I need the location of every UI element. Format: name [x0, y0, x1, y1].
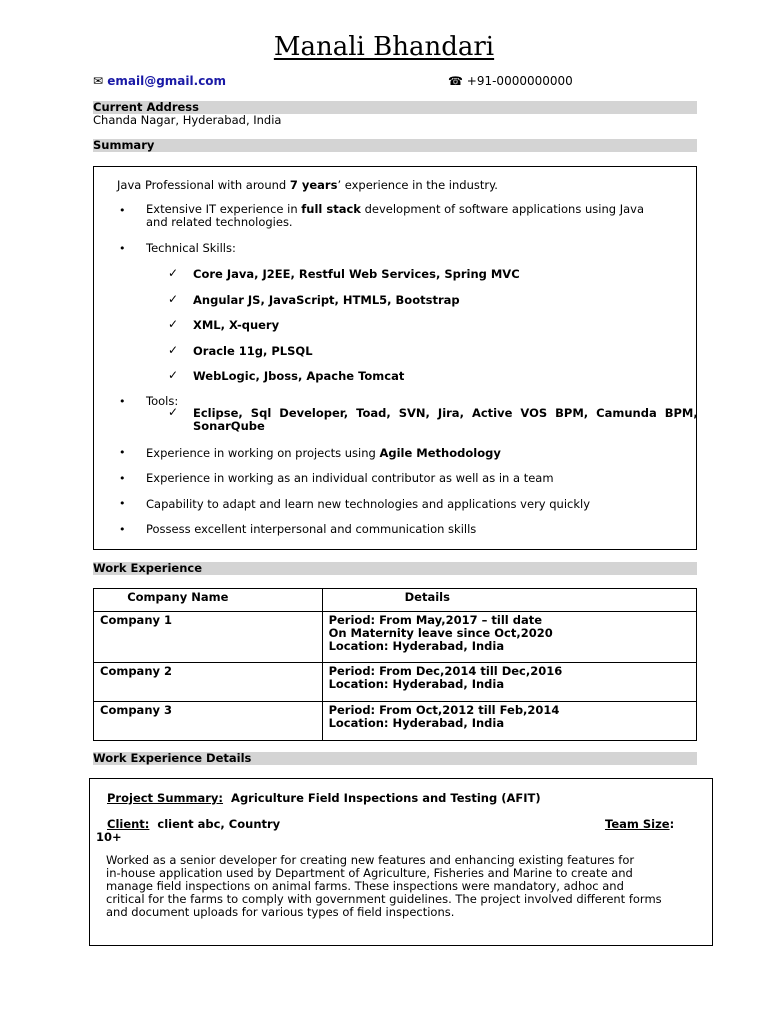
column-header-details: Details	[322, 589, 696, 612]
bullet-icon: •	[119, 446, 126, 459]
company-cell: Company 2	[94, 663, 323, 702]
address-value: Chanda Nagar, Hyderabad, India	[93, 113, 282, 127]
checkmark-icon: ✓	[168, 368, 179, 382]
table-row	[94, 663, 697, 702]
email-text[interactable]: email@gmail.com	[107, 74, 227, 88]
team-size-label: Team Size:	[605, 817, 675, 831]
resume-name: Manali Bhandari	[273, 32, 495, 62]
client-line: Client: client abc, Country	[107, 817, 281, 831]
details-cell: Period: From Dec,2014 till Dec,2016 Location: Hyderabad, India	[322, 663, 696, 702]
checkmark-icon: ✓	[168, 343, 179, 357]
company-cell: Company 1	[94, 612, 323, 663]
bullet-icon: •	[119, 395, 126, 408]
table-row	[94, 612, 697, 663]
technical-skills-label: Technical Skills:	[146, 241, 236, 255]
summary-item-fullstack: Extensive IT experience in full stack development of software applications using Java and related technologies.	[146, 202, 644, 229]
details-cell: Period: From Oct,2012 till Feb,2014 Location: Hyderabad, India	[322, 702, 696, 741]
work-experience-heading: Work Experience	[93, 562, 697, 575]
company-table	[93, 588, 697, 741]
bullet-icon: •	[119, 497, 126, 510]
tools-label: Tools:	[146, 394, 179, 408]
project-summary: Project Summary: Agriculture Field Inspections and Testing (AFIT)	[107, 791, 541, 805]
bullet-icon: •	[119, 523, 126, 536]
phone-icon: ☎	[448, 74, 463, 88]
bullet-icon: •	[119, 472, 126, 485]
project-description: Worked as a senior developer for creating new features and enhancing existing features for in-house application used by Department of Agriculture, Fisheries and Marine to create and manage field inspections on animal farms. These inspections were mandatory, adhoc and critical for the farms to comply with government guidelines. The project involved different forms and document uploads for various types of field inspections.	[106, 853, 662, 919]
checkmark-icon: ✓	[168, 317, 179, 331]
skill-item: Core Java, J2EE, Restful Web Services, Spring MVC	[193, 267, 520, 281]
checkmark-icon: ✓	[168, 266, 179, 280]
skill-item: WebLogic, Jboss, Apache Tomcat	[193, 369, 405, 383]
address-heading: Current Address	[93, 101, 697, 114]
bullet-icon: •	[119, 204, 126, 217]
phone-text: +91-0000000000	[466, 74, 573, 88]
checkmark-icon: ✓	[168, 292, 179, 306]
summary-item-agile: Experience in working on projects using Agile Methodology	[146, 446, 501, 460]
skill-item: XML, X-query	[193, 318, 280, 332]
envelope-icon: ✉	[93, 74, 104, 88]
summary-item-communication: Possess excellent interpersonal and communication skills	[146, 522, 477, 536]
summary-item-adapt: Capability to adapt and learn new technologies and applications very quickly	[146, 497, 591, 511]
checkmark-icon: ✓	[168, 405, 179, 419]
summary-heading: Summary	[93, 139, 697, 152]
summary-intro: Java Professional with around 7 years’ experience in the industry.	[117, 178, 498, 192]
column-header-company: Company Name	[94, 589, 323, 612]
bullet-icon: •	[119, 242, 126, 255]
skill-item: Oracle 11g, PLSQL	[193, 344, 313, 358]
table-row	[94, 702, 697, 741]
company-cell: Company 3	[94, 702, 323, 741]
skill-item: Angular JS, JavaScript, HTML5, Bootstrap	[193, 293, 460, 307]
work-details-heading: Work Experience Details	[93, 752, 697, 765]
details-cell: Period: From May,2017 – till date On Maternity leave since Oct,2020 Location: Hyderabad, India	[322, 612, 696, 663]
summary-item-contributor: Experience in working as an individual contributor as well as in a team	[146, 471, 554, 485]
table-header-row	[94, 589, 697, 612]
email-link[interactable]	[93, 74, 226, 88]
team-size-value: 10+	[96, 830, 122, 844]
tools-list: Eclipse, Sql Developer, Toad, SVN, Jira, Active VOS BPM, Camunda BPM, SonarQube	[193, 406, 698, 433]
phone-number	[448, 74, 573, 88]
